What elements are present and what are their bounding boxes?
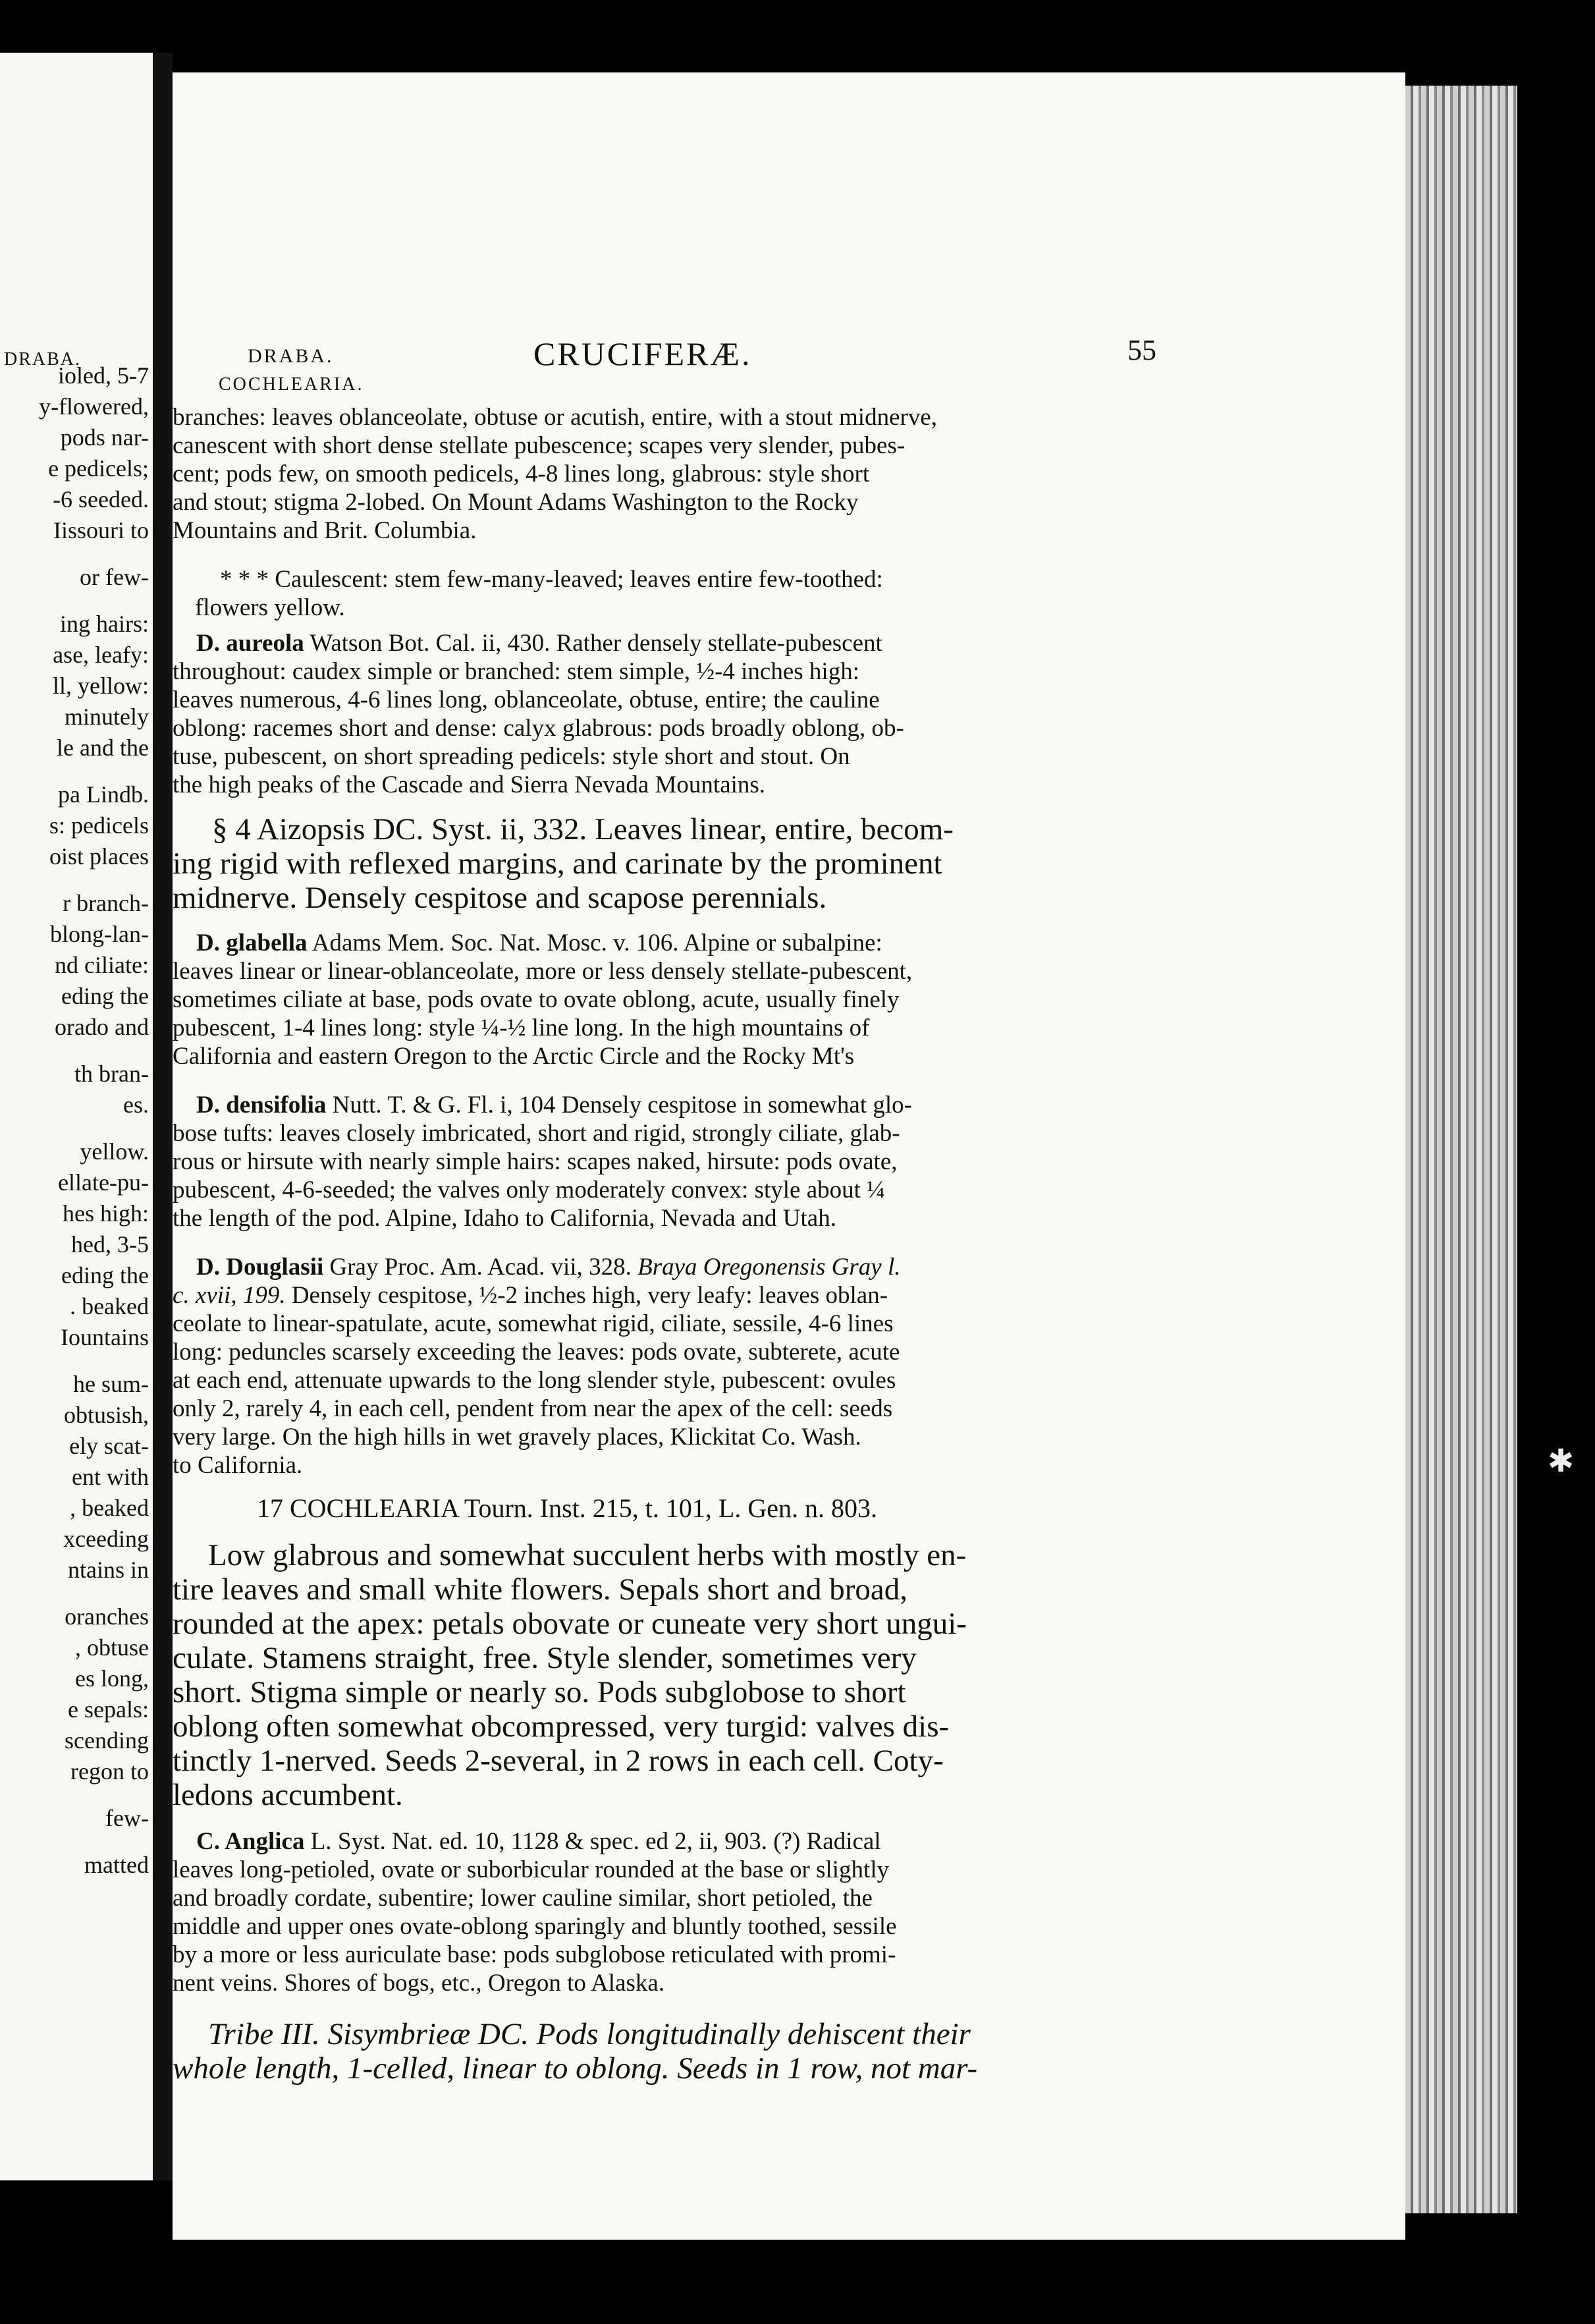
text-line: very large. On the high hills in wet gravely places, Klickitat Co. Wash.: [173, 1424, 861, 1451]
text-line: leaves long-petioled, ovate or suborbicular rounded at the base or slightly: [173, 1856, 890, 1883]
left-page-line: s: pedicels: [49, 812, 149, 839]
text-line: ceolate to linear-spatulate, acute, somewhat rigid, ciliate, sessile, 4-6 lines: [173, 1310, 894, 1337]
left-page-line: e pedicels;: [48, 455, 149, 482]
section-aizopsis: [173, 812, 1180, 915]
left-page-line: he sum-: [73, 1371, 149, 1397]
text-line: rounded at the apex: petals obovate or cuneate very short ungui-: [173, 1607, 967, 1641]
text-line: L. Syst. Nat. ed. 10, 1128 & spec. ed 2, ii, 903. (?) Radical: [310, 1828, 881, 1855]
right-page: [173, 72, 1405, 2240]
page-number: 55: [1127, 334, 1156, 366]
text-line: only 2, rarely 4, in each cell, pendent from near the apex of the cell: seeds: [173, 1395, 893, 1422]
text-line: and stout; stigma 2-lobed. On Mount Adams Washington to the Rocky: [173, 489, 859, 516]
text-line: Low glabrous and somewhat succulent herbs with mostly en-: [208, 1538, 967, 1572]
synonym: c. xvii, 199.: [173, 1282, 286, 1309]
tribe-heading: [173, 2017, 1180, 2086]
text-line: to California.: [173, 1452, 303, 1479]
text-line: Tribe III. Sisymbrieæ DC. Pods longitudinally dehiscent their: [208, 2017, 971, 2051]
text-line: ledons accumbent.: [173, 1778, 403, 1812]
left-page-line: ent with: [72, 1464, 149, 1490]
left-page-line: ll, yellow:: [53, 673, 149, 699]
species-glabella: [173, 929, 1180, 1070]
text-line: midnerve. Densely cespitose and scapose perennials.: [173, 881, 827, 915]
left-page-line: ntains in: [68, 1557, 149, 1583]
text-line: middle and upper ones ovate-oblong sparingly and bluntly toothed, sessile: [173, 1913, 897, 1940]
left-page-line: r branch-: [63, 890, 149, 916]
left-page-line: -6 seeded.: [53, 486, 149, 512]
text-line: pubescent, 1-4 lines long: style ¼-½ line long. In the high mountains of: [173, 1014, 870, 1041]
left-page-line: hes high:: [63, 1200, 149, 1227]
left-page-line: le and the: [57, 734, 149, 761]
text-line: Mountains and Brit. Columbia.: [173, 517, 477, 544]
text-line: cent; pods few, on smooth pedicels, 4-8 lines long, glabrous: style short: [173, 460, 870, 487]
genus-description: [173, 1538, 1180, 1812]
text-line: tinctly 1-nerved. Seeds 2-several, in 2 rows in each cell. Coty-: [173, 1744, 944, 1778]
text-line: short. Stigma simple or nearly so. Pods subglobose to short: [173, 1675, 906, 1709]
left-page-fragment: [0, 53, 153, 2180]
synonym: Braya Oregonensis Gray l.: [637, 1254, 901, 1281]
text-line: * * * Caulescent: stem few-many-leaved; leaves entire few-toothed:: [220, 566, 883, 593]
text-line: leaves linear or linear-oblanceolate, more or less densely stellate-pubescent,: [173, 958, 913, 985]
text-line: the length of the pod. Alpine, Idaho to California, Nevada and Utah.: [173, 1205, 836, 1232]
species-name: C. Anglica: [196, 1828, 305, 1855]
left-page-line: pods nar-: [60, 424, 149, 451]
left-running-head: DRABA.: [4, 349, 82, 370]
species-densifolia: [173, 1091, 1180, 1232]
text-line: Nutt. T. & G. Fl. i, 104 Densely cespitose in somewhat glo-: [332, 1092, 912, 1119]
left-page-line: orado and: [55, 1014, 149, 1040]
text-line: flowers yellow.: [195, 594, 345, 621]
text-line: Watson Bot. Cal. ii, 430. Rather densely stellate-pubescent: [310, 630, 882, 657]
left-page-line: nd ciliate:: [55, 952, 149, 978]
text-line: bose tufts: leaves closely imbricated, short and rigid, strongly ciliate, glab-: [173, 1120, 900, 1147]
left-page-line: oist places: [49, 843, 149, 870]
left-page-line: th bran-: [74, 1061, 149, 1087]
left-page-line: pa Lindb.: [58, 781, 149, 808]
text-line: leaves numerous, 4-6 lines long, oblanceolate, obtuse, entire; the cauline: [173, 686, 880, 713]
book-gutter: [153, 53, 173, 2180]
text-line: ing rigid with reflexed margins, and carinate by the prominent: [173, 846, 942, 881]
text-line: throughout: caudex simple or branched: stem simple, ½-4 inches high:: [173, 658, 859, 685]
text-line: oblong often somewhat obcompressed, very turgid: valves dis-: [173, 1709, 950, 1744]
text-line: and broadly cordate, subentire; lower cauline similar, short petioled, the: [173, 1885, 873, 1912]
text-line: tuse, pubescent, on short spreading pedicels: style short and stout. On: [173, 743, 850, 770]
left-page-line: . beaked: [70, 1293, 149, 1319]
left-page-line: obtusish,: [63, 1402, 149, 1428]
left-page-line: ase, leafy:: [53, 642, 149, 668]
genus-heading: 17 COCHLEARIA Tourn. Inst. 215, t. 101, L. Gen. n. 803.: [257, 1493, 877, 1523]
text-line: nent veins. Shores of bogs, etc., Oregon to Alaska.: [173, 1970, 665, 1997]
left-page-line: eding the: [61, 1262, 149, 1288]
left-page-line: es.: [123, 1092, 149, 1118]
text-line: long: peduncles scarsely exceeding the leaves: pods ovate, subterete, acute: [173, 1339, 900, 1366]
left-page-line: xceeding: [63, 1526, 149, 1552]
species-name: D. glabella: [196, 929, 308, 956]
page-title: CRUCIFERÆ.: [533, 335, 752, 372]
species-douglasii: [173, 1253, 1180, 1480]
left-page-line: or few-: [80, 564, 149, 590]
text-line: culate. Stamens straight, free. Style slender, sometimes very: [173, 1641, 917, 1675]
left-page-line: ing hairs:: [60, 611, 149, 637]
text-line: pubescent, 4-6-seeded; the valves only moderately convex: style about ¼: [173, 1176, 885, 1204]
left-page-line: matted: [84, 1852, 149, 1878]
left-page-line: ely scat-: [69, 1433, 149, 1459]
text-line: canescent with short dense stellate pubescence; scapes very slender, pubes-: [173, 432, 906, 459]
section-caulescent: [195, 565, 1203, 622]
left-page-line: few-: [105, 1805, 149, 1831]
left-page-line: oranches: [65, 1603, 149, 1630]
text-line: § 4 Aizopsis DC. Syst. ii, 332. Leaves linear, entire, becom-: [212, 812, 954, 846]
text-line: Densely cespitose, ½-2 inches high, very leafy: leaves oblan-: [291, 1282, 888, 1309]
text-line: Adams Mem. Soc. Nat. Mosc. v. 106. Alpine or subalpine:: [311, 929, 882, 956]
edge-mark: ✱: [1548, 1444, 1575, 1479]
left-page-line: ellate-pu-: [58, 1169, 149, 1196]
text-line: tire leaves and small white flowers. Sepals short and broad,: [173, 1572, 907, 1607]
text-line: California and eastern Oregon to the Arctic Circle and the Rocky Mt's: [173, 1043, 855, 1070]
species-name: D. densifolia: [196, 1092, 327, 1119]
text-line: the high peaks of the Cascade and Sierra Nevada Mountains.: [173, 771, 766, 798]
text-line: sometimes ciliate at base, pods ovate to ovate oblong, acute, usually finely: [173, 986, 900, 1013]
paragraph-draba-continued: [173, 403, 1180, 545]
left-page-line: yellow.: [80, 1138, 149, 1165]
left-page-line: ioled, 5-7: [58, 362, 149, 389]
left-page-line: eding the: [61, 983, 149, 1009]
text-line: at each end, attenuate upwards to the long slender style, pubescent: ovules: [173, 1367, 896, 1394]
left-page-line: blong-lan-: [50, 921, 149, 947]
left-page-line: e sepals:: [68, 1696, 149, 1723]
species-name: D. Douglasii: [196, 1254, 324, 1281]
text-line: rous or hirsute with nearly simple hairs: scapes naked, hirsute: pods ovate,: [173, 1148, 898, 1175]
text-line: oblong: racemes short and dense: calyx glabrous: pods broadly oblong, ob-: [173, 715, 904, 742]
species-anglica: [173, 1827, 1180, 1997]
running-head-draba: DRABA.: [248, 345, 334, 367]
left-page-line: Iissouri to: [53, 517, 149, 543]
left-page-line: y-flowered,: [39, 393, 149, 420]
text-line: Gray Proc. Am. Acad. vii, 328.: [329, 1254, 632, 1281]
running-head-cochlearia: COCHLEARIA.: [219, 374, 364, 395]
left-page-line: hed, 3-5: [71, 1231, 149, 1258]
species-name: D. aureola: [196, 630, 304, 657]
left-page-line: , beaked: [70, 1495, 149, 1521]
species-aureola: [173, 629, 1180, 799]
text-line: whole length, 1-celled, linear to oblong. Seeds in 1 row, not mar-: [173, 2051, 978, 2086]
left-page-line: es long,: [75, 1665, 149, 1692]
book-page-edges: [1405, 86, 1517, 2213]
left-page-line: Iountains: [61, 1324, 149, 1350]
left-page-line: regon to: [70, 1758, 149, 1784]
left-page-line: scending: [65, 1727, 149, 1754]
left-page-line: , obtuse: [75, 1634, 149, 1661]
text-line: by a more or less auriculate base: pods subglobose reticulated with promi-: [173, 1941, 896, 1968]
left-page-line: minutely: [65, 704, 149, 730]
text-line: branches: leaves oblanceolate, obtuse or acutish, entire, with a stout midnerve,: [173, 404, 938, 431]
